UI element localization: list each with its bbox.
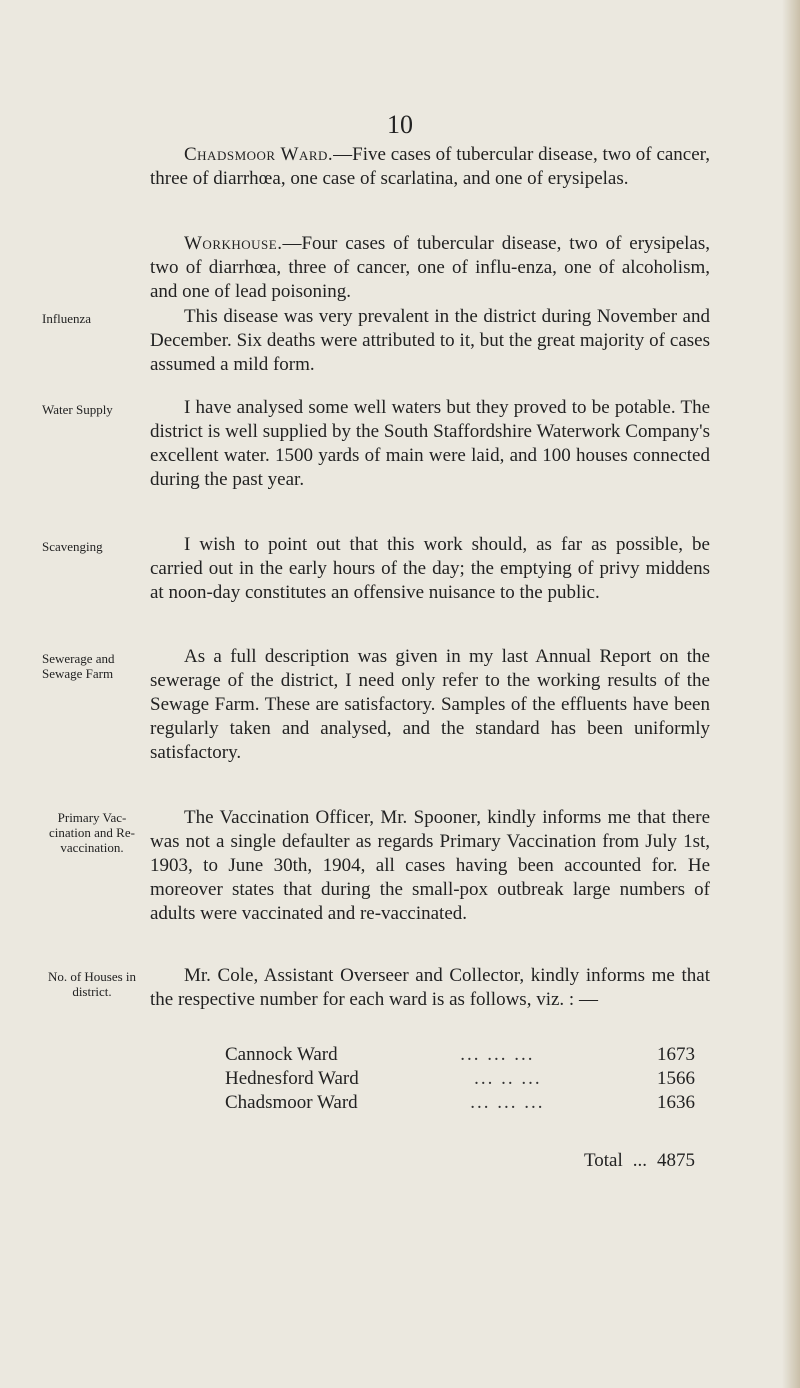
ward-row (225, 1067, 695, 1091)
paragraph-water-supply: I have analysed some well waters but they proved to be potable. The district is well supplied by the South Staffordshire Waterwork Company's excellent water. 1500 yards of main were laid, and 100 houses connected during the past year. (150, 397, 710, 490)
paragraph-houses: Mr. Cole, Assistant Overseer and Collector, kindly informs me that the respective number for each ward is as follows, viz. : — (150, 965, 710, 1010)
page-edge-shadow (782, 0, 800, 1388)
paragraph-sewerage: As a full description was given in my last Annual Report on the sewerage of the district, I need only refer to the working results of the Sewage Farm. These are satisfactory. Samples of the effluents have been regularly taken and analysed, and the standard has been uniformly satisfactory. (150, 646, 710, 763)
paragraph-chadsmoor-ward (150, 143, 710, 191)
leader-dots: ... (632, 1150, 647, 1171)
ward-name: Cannock Ward (225, 1044, 338, 1065)
margin-note-vaccination: Primary Vac-cination and Re-vaccination. (49, 810, 135, 855)
margin-note-sewerage: Sewerage and Sewage Farm (42, 651, 115, 681)
paragraph-lead: Workhouse. (184, 233, 283, 254)
leader-dots: ... ... ... (470, 1092, 545, 1113)
margin-note-houses: No. of Houses in district. (47, 969, 137, 999)
paragraph-lead: Chadsmoor Ward. (184, 144, 334, 165)
ward-value: 1636 (657, 1092, 695, 1113)
ward-row (225, 1091, 695, 1115)
leader-dots: ... ... ... (460, 1044, 535, 1065)
paragraph-influenza: This disease was very prevalent in the district during November and December. Six deaths were attributed to it, but the great majority of cases assumed a mild form. (150, 306, 710, 375)
paragraph-scavenging: I wish to point out that this work should, as far as possible, be carried out in the early hours of the day; the emptying of privy middens at noon-day constitutes an offensive nuisance to the public. (150, 534, 710, 603)
paragraph-vaccination: The Vaccination Officer, Mr. Spooner, kindly informs me that there was not a single defaulter as regards Primary Vaccination from July 1st, 1903, to June 30th, 1904, all cases having been accounted for. He moreover states that during the small-pox outbreak large numbers of adults were vaccinated and re-vaccinated. (150, 807, 710, 924)
margin-note-scavenging: Scavenging (42, 539, 103, 554)
total-value: 4875 (657, 1150, 695, 1171)
leader-dots: ... .. ... (474, 1068, 542, 1089)
paragraph-workhouse (150, 232, 710, 304)
ward-value: 1673 (657, 1044, 695, 1065)
ward-name: Chadsmoor Ward (225, 1092, 358, 1113)
ward-name: Hednesford Ward (225, 1068, 359, 1089)
paragraph-text: —Four cases of tubercular disease, two of erysipelas, two of diarrhœa, three of cancer, one of influ-enza, one of alcoholism, and one of lead poisoning. (150, 233, 710, 302)
margin-note-water-supply: Water Supply (42, 402, 113, 417)
total-row (470, 1150, 695, 1172)
total-label: Total (583, 1150, 623, 1171)
ward-row (225, 1043, 695, 1067)
ward-value: 1566 (657, 1068, 695, 1089)
margin-note-influenza: Influenza (42, 311, 92, 326)
page-number: 10 (387, 110, 413, 139)
paragraph-text: —Five cases of tubercular disease, two of cancer, three of diarrhœa, one case of scarlatina, and one of erysipelas. (150, 144, 710, 189)
ward-table (225, 1043, 695, 1115)
